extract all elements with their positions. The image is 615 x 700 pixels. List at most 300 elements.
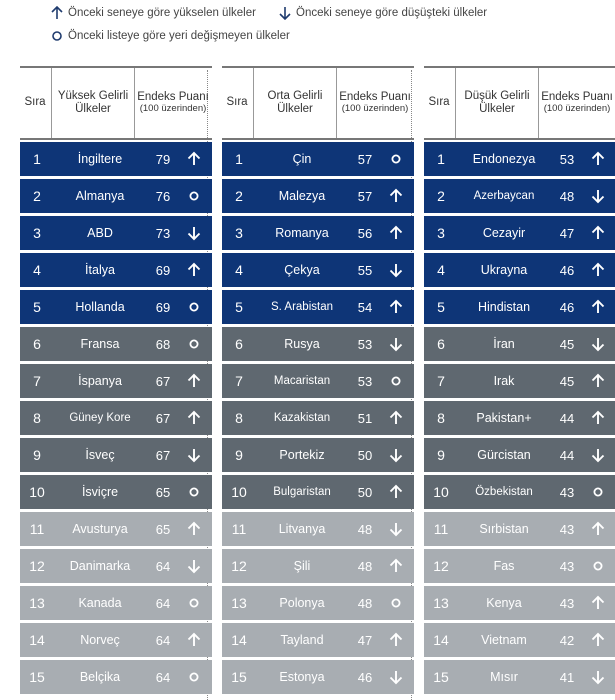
table-row	[424, 216, 615, 250]
trend-cell	[584, 558, 612, 574]
table-row	[424, 290, 615, 324]
trend-cell	[382, 262, 410, 278]
rank-cell: 15	[29, 669, 45, 685]
rank-cell: 12	[433, 558, 449, 574]
table-row	[20, 290, 212, 324]
score-cell: 48	[357, 558, 373, 574]
rank-cell: 15	[433, 669, 449, 685]
rank-cell: 6	[33, 336, 41, 352]
rank-cell: 1	[437, 151, 445, 167]
arrow-up-icon	[186, 151, 202, 167]
score-cell: 53	[357, 373, 373, 389]
mid-income-table	[222, 66, 414, 697]
country-cell: Estonya	[279, 670, 325, 684]
circle-icon	[186, 669, 202, 685]
score-cell: 50	[357, 447, 373, 463]
table-row	[424, 475, 615, 509]
high-income-table	[20, 66, 212, 697]
legend-same	[50, 29, 290, 43]
arrow-up-icon	[590, 151, 606, 167]
trend-cell	[382, 410, 410, 426]
score-cell: 57	[357, 188, 373, 204]
rank-cell: 4	[437, 262, 445, 278]
rank-cell: 4	[33, 262, 41, 278]
arrow-up-icon	[590, 373, 606, 389]
score-cell: 53	[357, 336, 373, 352]
score-cell: 65	[155, 484, 171, 500]
country-cell: Bulgaristan	[273, 486, 331, 498]
arrow-up-icon	[186, 410, 202, 426]
score-cell: 56	[357, 225, 373, 241]
table-row	[424, 549, 615, 583]
score-header-label: Endeks Puanı	[137, 90, 209, 103]
table-row	[222, 401, 414, 435]
rank-header: Sıra	[428, 96, 450, 109]
score-cell: 44	[559, 410, 575, 426]
arrow-down-icon	[590, 669, 606, 685]
score-cell: 43	[559, 521, 575, 537]
country-cell: Danimarka	[69, 559, 131, 573]
circle-icon	[388, 373, 404, 389]
arrow-down-icon	[388, 262, 404, 278]
rank-cell: 9	[33, 447, 41, 463]
country-cell: Mısır	[490, 670, 518, 684]
rank-cell: 5	[437, 299, 445, 315]
table-row	[20, 179, 212, 213]
table-header	[424, 66, 615, 140]
score-cell: 64	[155, 632, 171, 648]
rank-cell: 9	[437, 447, 445, 463]
table-row	[424, 253, 615, 287]
country-cell: Portekiz	[279, 448, 325, 462]
trend-cell	[382, 521, 410, 537]
trend-cell	[382, 632, 410, 648]
trend-cell	[584, 632, 612, 648]
rank-cell: 10	[29, 484, 45, 500]
trend-cell	[382, 299, 410, 315]
country-cell: Kazakistan	[273, 412, 331, 424]
score-header-sub: (100 üzerinden)	[341, 103, 409, 115]
score-cell: 76	[155, 188, 171, 204]
country-cell: Macaristan	[273, 375, 331, 387]
country-cell: Litvanya	[278, 522, 326, 536]
trend-cell	[180, 373, 208, 389]
table-row	[20, 512, 212, 546]
country-cell: Fas	[493, 559, 515, 573]
trend-cell	[180, 299, 208, 315]
country-header: Düşük Gelirli Ülkeler	[455, 68, 539, 138]
arrow-up-icon	[590, 632, 606, 648]
trend-cell	[382, 558, 410, 574]
rank-cell: 11	[231, 521, 247, 537]
circle-icon	[186, 595, 202, 611]
arrow-up-icon	[590, 521, 606, 537]
arrow-up-icon	[388, 299, 404, 315]
score-cell: 65	[155, 521, 171, 537]
country-cell: Fransa	[80, 337, 120, 351]
country-cell: Malezya	[278, 189, 326, 203]
country-cell: Ukrayna	[480, 263, 528, 277]
trend-cell	[180, 484, 208, 500]
score-cell: 44	[559, 447, 575, 463]
score-cell: 69	[155, 299, 171, 315]
score-header-label: Endeks Puanı	[541, 90, 613, 103]
arrow-up-icon	[590, 595, 606, 611]
rank-cell: 13	[29, 595, 45, 611]
table-row	[222, 216, 414, 250]
arrow-up-icon	[590, 410, 606, 426]
score-cell: 48	[559, 188, 575, 204]
arrow-up-icon	[388, 558, 404, 574]
country-cell: İspanya	[78, 374, 122, 388]
score-cell: 55	[357, 262, 373, 278]
table-row	[424, 364, 615, 398]
trend-cell	[180, 225, 208, 241]
table-row	[222, 364, 414, 398]
arrow-down-icon	[590, 447, 606, 463]
country-cell: İran	[493, 337, 515, 351]
country-header: Orta Gelirli Ülkeler	[253, 68, 337, 138]
score-cell: 43	[559, 595, 575, 611]
trend-cell	[180, 447, 208, 463]
legend-same-label: Önceki listeye göre yeri değişmeyen ülkeler	[68, 30, 290, 42]
arrow-down-icon	[388, 669, 404, 685]
trend-cell	[180, 410, 208, 426]
rank-cell: 3	[33, 225, 41, 241]
country-cell: Norveç	[80, 633, 120, 647]
table-row	[222, 438, 414, 472]
circle-icon	[388, 595, 404, 611]
country-cell: Gürcistan	[477, 448, 531, 462]
arrow-up-icon	[590, 225, 606, 241]
country-cell: ABD	[87, 226, 113, 240]
country-cell: Polonya	[279, 596, 325, 610]
low-income-table	[424, 66, 615, 697]
rank-cell: 7	[437, 373, 445, 389]
trend-cell	[584, 225, 612, 241]
score-cell: 67	[155, 410, 171, 426]
arrow-up-icon	[388, 632, 404, 648]
table-header	[20, 66, 212, 140]
rank-cell: 7	[33, 373, 41, 389]
rank-cell: 2	[437, 188, 445, 204]
table-row	[222, 660, 414, 694]
rank-cell: 4	[235, 262, 243, 278]
rank-cell: 5	[33, 299, 41, 315]
trend-cell	[382, 447, 410, 463]
table-row	[222, 475, 414, 509]
table-row	[222, 586, 414, 620]
rank-cell: 10	[231, 484, 247, 500]
country-cell: Romanya	[275, 226, 329, 240]
rank-cell: 8	[33, 410, 41, 426]
trend-cell	[584, 410, 612, 426]
country-cell: İngiltere	[77, 152, 123, 166]
table-row	[424, 586, 615, 620]
table-row	[222, 142, 414, 176]
circle-icon	[388, 151, 404, 167]
table-row	[424, 438, 615, 472]
country-cell: Endonezya	[472, 152, 536, 166]
rank-cell: 2	[33, 188, 41, 204]
arrow-up-icon	[186, 373, 202, 389]
trend-cell	[584, 447, 612, 463]
rank-cell: 11	[29, 521, 45, 537]
legend-down-label: Önceki seneye göre düşüşteki ülkeler	[296, 7, 488, 19]
arrow-up-icon	[388, 484, 404, 500]
circle-icon	[186, 484, 202, 500]
country-cell: Hindistan	[477, 300, 531, 314]
country-cell: Kenya	[486, 596, 522, 610]
score-cell: 64	[155, 558, 171, 574]
circle-icon	[590, 484, 606, 500]
rank-header: Sıra	[226, 96, 248, 109]
rank-cell: 2	[235, 188, 243, 204]
score-cell: 46	[559, 262, 575, 278]
score-header	[336, 68, 414, 138]
table-header	[222, 66, 414, 140]
arrow-down-icon	[388, 336, 404, 352]
country-cell: Kanada	[78, 596, 122, 610]
table-row	[424, 623, 615, 657]
rank-cell: 14	[29, 632, 45, 648]
country-cell: Azerbaycan	[473, 190, 535, 202]
arrow-down-icon	[186, 558, 202, 574]
score-cell: 64	[155, 595, 171, 611]
table-row	[222, 327, 414, 361]
circle-icon	[186, 336, 202, 352]
table-row	[20, 401, 212, 435]
country-cell: Sırbistan	[479, 522, 529, 536]
rank-cell: 1	[33, 151, 41, 167]
table-row	[20, 549, 212, 583]
rank-cell: 6	[235, 336, 243, 352]
table-row	[424, 327, 615, 361]
rank-cell: 9	[235, 447, 243, 463]
score-header-sub: (100 üzerinden)	[543, 103, 611, 115]
score-cell: 48	[357, 595, 373, 611]
trend-cell	[180, 558, 208, 574]
arrow-down-icon	[590, 336, 606, 352]
table-row	[222, 549, 414, 583]
trend-cell	[180, 669, 208, 685]
circle-icon	[50, 29, 64, 43]
circle-icon	[186, 299, 202, 315]
trend-cell	[584, 262, 612, 278]
country-cell: Güney Kore	[69, 412, 131, 424]
table-row	[20, 586, 212, 620]
score-header-label: Endeks Puanı	[339, 90, 411, 103]
rank-cell: 1	[235, 151, 243, 167]
score-cell: 54	[357, 299, 373, 315]
score-cell: 46	[559, 299, 575, 315]
table-row	[20, 364, 212, 398]
rank-cell: 14	[433, 632, 449, 648]
legend-up	[50, 6, 256, 20]
table-row	[222, 290, 414, 324]
arrow-down-icon	[388, 447, 404, 463]
legend-down	[278, 6, 487, 20]
table-row	[424, 179, 615, 213]
trend-cell	[180, 188, 208, 204]
country-cell: Rusya	[284, 337, 320, 351]
trend-cell	[584, 521, 612, 537]
score-cell: 42	[559, 632, 575, 648]
table-row	[222, 253, 414, 287]
score-cell: 43	[559, 484, 575, 500]
country-cell: Özbekistan	[475, 486, 533, 498]
table-rows	[20, 142, 212, 694]
trend-cell	[180, 262, 208, 278]
table-row	[20, 623, 212, 657]
rank-cell: 7	[235, 373, 243, 389]
table-rows	[424, 142, 615, 694]
trend-cell	[584, 299, 612, 315]
country-cell: Çin	[292, 152, 312, 166]
table-row	[222, 512, 414, 546]
rank-cell: 8	[235, 410, 243, 426]
arrow-up-icon	[388, 410, 404, 426]
score-cell: 64	[155, 669, 171, 685]
score-cell: 43	[559, 558, 575, 574]
rank-cell: 11	[433, 521, 449, 537]
country-cell: İtalya	[85, 263, 115, 277]
score-cell: 69	[155, 262, 171, 278]
rank-cell: 8	[437, 410, 445, 426]
score-cell: 53	[559, 151, 575, 167]
country-cell: İsveç	[85, 448, 115, 462]
arrow-up-icon	[590, 262, 606, 278]
rank-header: Sıra	[24, 96, 46, 109]
rank-cell: 13	[231, 595, 247, 611]
trend-cell	[180, 151, 208, 167]
score-cell: 73	[155, 225, 171, 241]
arrow-up-icon	[388, 225, 404, 241]
score-header-sub: (100 üzerinden)	[139, 103, 207, 115]
country-cell: Irak	[493, 374, 515, 388]
trend-cell	[180, 632, 208, 648]
trend-cell	[180, 521, 208, 537]
trend-cell	[584, 373, 612, 389]
legend-up-label: Önceki seneye göre yükselen ülkeler	[68, 7, 256, 19]
rank-cell: 12	[29, 558, 45, 574]
circle-icon	[186, 188, 202, 204]
country-cell: Vietnam	[481, 633, 527, 647]
score-cell: 57	[357, 151, 373, 167]
arrow-up-icon	[186, 262, 202, 278]
score-cell: 48	[357, 521, 373, 537]
country-cell: Çekya	[284, 263, 320, 277]
trend-cell	[382, 669, 410, 685]
score-cell: 47	[357, 632, 373, 648]
arrow-up-icon	[186, 521, 202, 537]
arrow-up-icon	[186, 632, 202, 648]
country-cell: S. Arabistan	[270, 301, 333, 313]
trend-cell	[382, 595, 410, 611]
country-cell: Cezayir	[482, 226, 526, 240]
score-cell: 45	[559, 336, 575, 352]
circle-icon	[590, 558, 606, 574]
table-row	[20, 438, 212, 472]
country-cell: Avusturya	[72, 522, 128, 536]
trend-cell	[584, 484, 612, 500]
rank-cell: 3	[235, 225, 243, 241]
score-header	[134, 68, 212, 138]
score-cell: 79	[155, 151, 171, 167]
table-row	[20, 475, 212, 509]
rank-cell: 6	[437, 336, 445, 352]
country-cell: Almanya	[75, 189, 125, 203]
trend-cell	[382, 373, 410, 389]
score-cell: 51	[357, 410, 373, 426]
arrow-down-icon	[590, 188, 606, 204]
score-cell: 68	[155, 336, 171, 352]
trend-cell	[382, 336, 410, 352]
score-cell: 46	[357, 669, 373, 685]
rank-cell: 12	[231, 558, 247, 574]
trend-cell	[382, 484, 410, 500]
country-cell: İsviçre	[81, 485, 119, 499]
trend-cell	[584, 336, 612, 352]
table-row	[20, 253, 212, 287]
trend-cell	[584, 188, 612, 204]
arrow-down-icon	[388, 521, 404, 537]
country-cell: Pakistan+	[476, 411, 532, 425]
country-cell: Belçika	[79, 670, 121, 684]
trend-cell	[180, 595, 208, 611]
score-cell: 50	[357, 484, 373, 500]
score-header	[538, 68, 615, 138]
table-row	[222, 179, 414, 213]
arrow-down-icon	[186, 225, 202, 241]
trend-cell	[382, 151, 410, 167]
arrow-down-icon	[278, 6, 292, 20]
rank-cell: 14	[231, 632, 247, 648]
trend-cell	[382, 225, 410, 241]
score-cell: 41	[559, 669, 575, 685]
trend-cell	[584, 151, 612, 167]
table-row	[20, 327, 212, 361]
score-cell: 67	[155, 373, 171, 389]
country-cell: Tayland	[280, 633, 324, 647]
rank-cell: 3	[437, 225, 445, 241]
table-row	[424, 142, 615, 176]
table-row	[424, 512, 615, 546]
arrow-up-icon	[50, 6, 64, 20]
score-cell: 67	[155, 447, 171, 463]
table-row	[20, 660, 212, 694]
trend-cell	[180, 336, 208, 352]
country-cell: Şili	[293, 559, 311, 573]
score-cell: 45	[559, 373, 575, 389]
table-row	[20, 216, 212, 250]
rank-cell: 5	[235, 299, 243, 315]
table-row	[424, 660, 615, 694]
rank-cell: 10	[433, 484, 449, 500]
trend-cell	[584, 669, 612, 685]
country-header: Yüksek Gelirli Ülkeler	[51, 68, 135, 138]
trend-cell	[584, 595, 612, 611]
arrow-up-icon	[388, 188, 404, 204]
table-rows	[222, 142, 414, 694]
table-row	[20, 142, 212, 176]
table-row	[222, 623, 414, 657]
trend-cell	[382, 188, 410, 204]
arrow-down-icon	[186, 447, 202, 463]
score-cell: 47	[559, 225, 575, 241]
table-row	[424, 401, 615, 435]
rank-cell: 13	[433, 595, 449, 611]
